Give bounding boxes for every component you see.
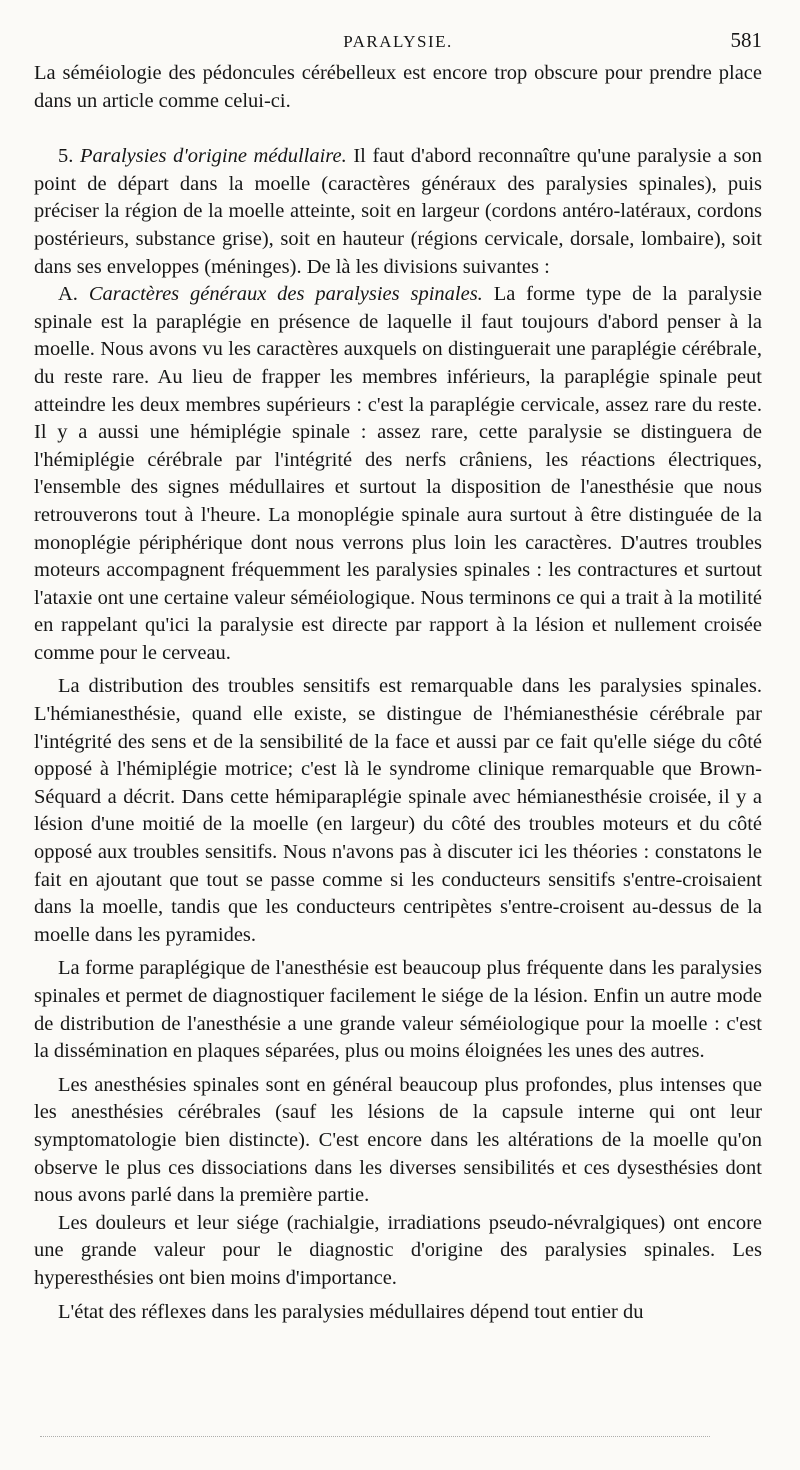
- paragraph-pedoncules: La séméiologie des pédoncules cérébelleux est encore trop obscure pour prendre place dans un article comme celui-ci.: [34, 62, 762, 112]
- section-number: 5.: [58, 145, 74, 168]
- subsection-heading-caracteres-generaux: Caractères généraux des paralysies spinales.: [88, 283, 483, 306]
- section-heading-origine-medullaire: Paralysies d'origine médullaire.: [79, 145, 347, 168]
- paragraph-douleurs: Les douleurs et leur siége (rachialgie, irradiations pseudo-névralgiques) ont encore une grande valeur pour le diagnostic d'origine des paralysies spinales. Les hyperesthésies ont bien moins d'importance.: [34, 1211, 762, 1289]
- footer-rule: [40, 1436, 710, 1437]
- subsection-body-text: La forme type de la paralysie spinale est la paraplégie en présence de laquelle il faut toujours d'abord penser à la moelle. Nous avons vu les caractères auxquels on distinguerait une paraplégie cérébrale, du reste rare. Au lieu de frapper les membres inférieurs, la paraplégie spinale peut atteindre les deux membres supérieurs : c'est la paraplégie cervicale, assez rare du reste. Il y a aussi une hémiplégie spinale : assez rare, cette paralysie se distinguera de l'hémiplégie cérébrale par l'intégrité des nerfs crâniens, les réactions électriques, l'ensemble des signes médullaires et surtout la disposition de l'anesthésie que nous retrouverons tout à l'heure. La monoplégie spinale aura surtout à être distinguée de la monoplégie périphérique dont nous verrons plus loin les caractères. D'autres troubles moteurs accompagnent fréquemment les paralysies spinales : les contractures et surtout l'ataxie ont une certaine valeur séméiologique. Nous terminons ce qui a trait à la motilité en rappelant qu'ici la paralysie est directe par rapport à la lésion et nullement croisée comme pour le cerveau.: [34, 283, 763, 664]
- page-number: 581: [730, 28, 762, 52]
- section-body-text: Il faut d'abord reconnaître qu'une paralysie a son point de départ dans la moelle (caractères généraux des paralysies spinales), puis préciser la région de la moelle atteinte, soit en largeur (cordons antéro-latéraux, cordons postérieurs, substance grise), soit en hauteur (régions cervicale, dorsale, lombaire), soit dans ses enveloppes (méninges). De là les divisions suivantes :: [34, 145, 763, 278]
- paragraph-caracteres-generaux: [34, 281, 762, 667]
- subsection-letter: A.: [58, 283, 78, 306]
- paragraph-distribution-sensitifs: La distribution des troubles sensitifs est remarquable dans les paralysies spinales. L'hémianesthésie, quand elle existe, se distingue de l'hémianesthésie cérébrale par l'intégrité des sens et de la sensibilité de la face et aussi par ce fait qu'elle siége du côté opposé à l'hémiplégie motrice; c'est là le syndrome clinique remarquable que Brown-Séquard a décrit. Dans cette hémiparaplégie spinale avec hémianesthésie croisée, il y a lésion d'une moitié de la moelle (en largeur) du côté des troubles moteurs et du côté opposé aux troubles sensitifs. Nous n'avons pas à discuter ici les théories : constatons le fait en ajoutant que tout se passe comme si les conducteurs sensitifs s'entre-croisaient dans la moelle, tandis que les conducteurs centripètes s'entre-croisent au-dessus de la moelle dans les pyramides.: [34, 675, 762, 946]
- paragraph-anesthesies-spinales: Les anesthésies spinales sont en général beaucoup plus profondes, plus intenses que les anesthésies cérébrales (sauf les lésions de la capsule interne qui ont leur symptomatologie bien distincte). C'est encore dans les altérations de la moelle qu'on observe le plus ces dissociations dans les diverses sensibilités et ces dysesthésies dont nous avons parlé dans la première partie.: [34, 1073, 762, 1207]
- paragraph-forme-paraplegique: La forme paraplégique de l'anesthésie est beaucoup plus fréquente dans les paralysies spinales et permet de diagnostiquer facilement le siége de la lésion. Enfin un autre mode de distribution de l'anesthésie a une grande valeur séméiologique pour la moelle : c'est la dissémination en plaques séparées, plus ou moins éloignées les unes des autres.: [34, 957, 762, 1063]
- section-gap: [34, 115, 762, 143]
- running-title: PARALYSIE.: [343, 32, 453, 51]
- paragraph-reflexes: L'état des réflexes dans les paralysies médullaires dépend tout entier du: [58, 1300, 644, 1323]
- running-header: [34, 28, 762, 54]
- paragraph-origine-medullaire: [34, 143, 762, 281]
